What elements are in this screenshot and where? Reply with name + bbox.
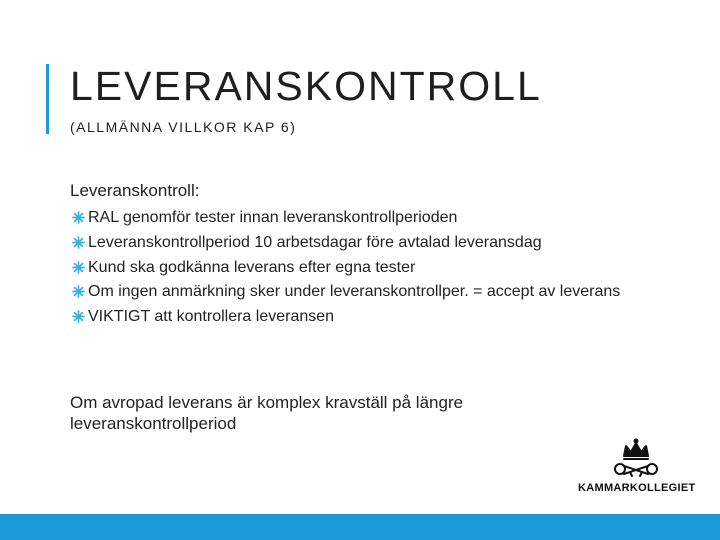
- slide-title: LEVERANSKONTROLL: [70, 63, 542, 109]
- star-bullet-icon: [72, 310, 85, 323]
- star-bullet-icon: [72, 261, 85, 274]
- list-item: [70, 208, 650, 229]
- bullet-text: RAL genomför tester innan leveranskontrollperioden: [88, 209, 458, 227]
- intro-text: Leveranskontroll:: [70, 181, 200, 200]
- title-accent-bar: [46, 64, 49, 134]
- bullet-text: VIKTIGT att kontrollera leveransen: [88, 308, 335, 326]
- star-bullet-icon: [72, 236, 85, 249]
- list-item: [70, 282, 650, 303]
- star-bullet-icon: [72, 211, 85, 224]
- kammarkollegiet-logo: [578, 438, 696, 498]
- bullet-text: Om ingen anmärkning sker under leveranskontrollper. = accept av leverans: [88, 283, 621, 301]
- bottom-band: [0, 514, 720, 540]
- footer-text: Om avropad leverans är komplex kravställ på längre leveranskontrollperiod: [70, 393, 464, 434]
- slide-subtitle: (ALLMÄNNA VILLKOR KAP 6): [70, 119, 297, 135]
- star-bullet-icon: [72, 285, 85, 298]
- list-item: [70, 258, 650, 279]
- slide-content: [70, 180, 650, 332]
- crown-keys-icon: [606, 438, 666, 480]
- logo-text: KAMMARKOLLEGIET: [578, 482, 696, 494]
- list-item: [70, 233, 650, 254]
- bullet-text: Kund ska godkänna leverans efter egna tester: [88, 258, 416, 276]
- bullet-text: Leveranskontrollperiod 10 arbetsdagar före avtalad leveransdag: [88, 233, 542, 251]
- bullet-list: [70, 208, 650, 328]
- list-item: [70, 307, 650, 328]
